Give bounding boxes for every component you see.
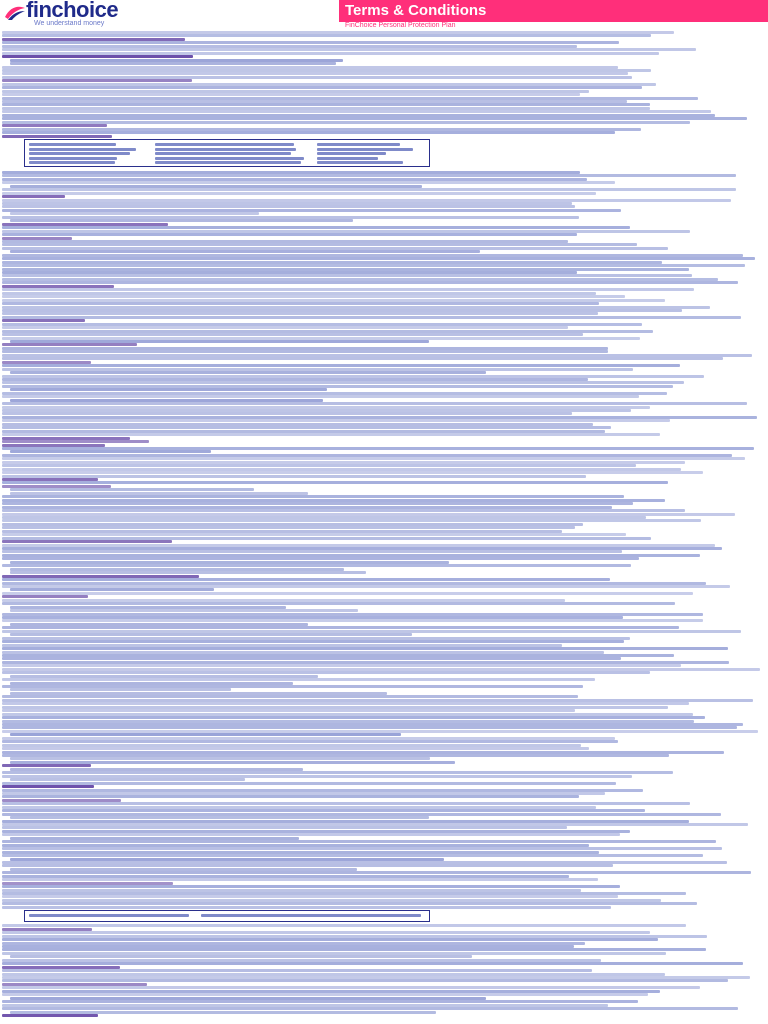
fine-print-line	[2, 986, 700, 989]
table-cell	[201, 914, 421, 917]
fine-print-line	[10, 250, 480, 253]
fine-print-line	[10, 609, 358, 612]
fine-print-line	[2, 124, 107, 127]
fine-print-line	[10, 955, 472, 958]
fine-print-line	[10, 688, 231, 691]
fine-print-line	[2, 93, 580, 96]
fine-print-line	[2, 257, 755, 260]
benefits-table	[24, 139, 430, 167]
fine-print-line	[2, 395, 639, 398]
page-title: Terms & Conditions	[345, 2, 487, 19]
fine-print-line	[2, 364, 680, 367]
fine-print-line	[2, 895, 618, 898]
fine-print-line	[2, 948, 706, 951]
fine-print-line	[2, 72, 628, 75]
fine-print-line	[2, 979, 728, 982]
fine-print-line	[10, 488, 254, 491]
fine-print-line	[2, 457, 745, 460]
table-cell	[29, 161, 115, 164]
fine-print-line	[2, 595, 88, 598]
table-cell	[155, 157, 304, 160]
table-cell	[29, 152, 130, 155]
table-cell	[29, 148, 136, 151]
fine-print-line	[2, 747, 589, 750]
fine-print-line	[10, 757, 430, 760]
table-cell	[29, 143, 116, 146]
finchoice-logo-swoosh-icon	[4, 5, 26, 21]
fine-print-line	[2, 233, 577, 236]
fine-print-line	[2, 902, 697, 905]
fine-print-line	[2, 502, 633, 505]
fine-print-line	[2, 509, 685, 512]
fine-print-line	[2, 678, 595, 681]
fine-print-line	[2, 931, 650, 934]
fine-print-line	[2, 840, 716, 843]
title-banner	[339, 0, 768, 22]
fine-print-line	[2, 695, 578, 698]
fine-print-line	[2, 288, 694, 291]
table-cell	[155, 143, 294, 146]
fine-print-line	[10, 62, 336, 65]
fine-print-line	[2, 117, 747, 120]
fine-print-line	[10, 816, 429, 819]
fine-print-line	[2, 402, 747, 405]
fine-print-line	[2, 962, 743, 965]
fine-print-line	[2, 192, 596, 195]
fine-print-line	[10, 571, 366, 574]
fine-print-line	[2, 702, 689, 705]
fine-print-line	[2, 464, 636, 467]
table-cell	[317, 152, 386, 155]
fine-print-line	[2, 771, 673, 774]
fine-print-line	[2, 357, 723, 360]
fine-print-line	[2, 640, 624, 643]
fine-print-line	[2, 264, 745, 267]
fine-print-line	[2, 764, 91, 767]
fine-print-line	[2, 433, 660, 436]
fine-print-line	[2, 131, 615, 134]
fine-print-line	[2, 592, 693, 595]
fine-print-line	[2, 864, 613, 867]
fine-print-line	[2, 495, 624, 498]
fine-print-line	[2, 333, 583, 336]
fine-print-line	[2, 135, 112, 138]
fine-print-line	[2, 519, 701, 522]
fine-print-line	[2, 709, 575, 712]
fine-print-line	[2, 795, 579, 798]
fine-print-line	[2, 526, 575, 529]
fine-print-line	[2, 564, 631, 567]
fine-print-line	[2, 847, 722, 850]
fine-print-line	[2, 785, 94, 788]
fine-print-line	[2, 854, 703, 857]
fine-print-line	[2, 833, 620, 836]
fine-print-line	[2, 48, 696, 51]
fine-print-line	[10, 733, 401, 736]
fine-print-line	[2, 657, 621, 660]
fine-print-line	[2, 826, 567, 829]
fine-print-line	[2, 664, 681, 667]
brand-tagline: We understand money	[34, 20, 105, 27]
terms-body	[2, 31, 766, 1021]
fine-print-line	[2, 671, 650, 674]
fine-print-line	[2, 626, 679, 629]
fine-print-line	[2, 381, 684, 384]
fine-print-line	[2, 319, 85, 322]
fine-print-line	[2, 550, 622, 553]
fine-print-line	[2, 885, 620, 888]
fine-print-line	[10, 778, 245, 781]
fine-print-line	[2, 726, 737, 729]
fine-print-line	[2, 878, 598, 881]
fine-print-line	[10, 633, 412, 636]
fine-print-line	[2, 969, 592, 972]
fine-print-line	[2, 533, 626, 536]
fine-print-line	[2, 802, 690, 805]
fine-print-line	[2, 782, 616, 785]
fine-print-line	[2, 274, 692, 277]
table-cell	[317, 148, 413, 151]
table-cell	[29, 914, 189, 917]
fine-print-line	[2, 174, 736, 177]
fine-print-line	[2, 350, 608, 353]
fine-print-line	[2, 419, 670, 422]
fine-print-line	[2, 602, 675, 605]
fine-print-line	[2, 316, 741, 319]
fine-print-line	[2, 326, 568, 329]
fine-print-line	[2, 426, 611, 429]
fine-print-line	[10, 212, 259, 215]
fine-print-line	[2, 440, 149, 443]
fine-print-line	[2, 103, 650, 106]
fine-print-line	[2, 412, 572, 415]
table-cell	[317, 161, 403, 164]
fine-print-line	[2, 924, 686, 927]
fine-print-line	[2, 205, 575, 208]
fine-print-line	[2, 343, 137, 346]
fine-print-line	[2, 281, 738, 284]
fine-print-line	[2, 312, 598, 315]
fine-print-line	[10, 450, 211, 453]
fine-print-line	[2, 1000, 638, 1003]
fine-print-line	[2, 619, 703, 622]
fine-print-line	[2, 188, 736, 191]
fine-print-line	[2, 647, 728, 650]
fine-print-line	[2, 716, 705, 719]
fine-print-line	[2, 740, 618, 743]
page-subtitle: FinChoice Personal Protection Plan	[345, 22, 456, 29]
fine-print-line	[2, 540, 172, 543]
fine-print-line	[2, 34, 651, 37]
table-cell	[155, 161, 301, 164]
table-cell	[317, 157, 378, 160]
fine-print-line	[2, 181, 615, 184]
fine-print-line	[2, 86, 642, 89]
fine-print-line	[2, 938, 658, 941]
fine-print-line	[2, 110, 711, 113]
fine-print-line	[2, 295, 625, 298]
fine-print-line	[2, 1007, 738, 1010]
fine-print-line	[2, 578, 610, 581]
fine-print-line	[10, 219, 353, 222]
fine-print-line	[10, 371, 486, 374]
fine-print-line	[2, 1014, 98, 1017]
table-cell	[317, 143, 400, 146]
page-header	[0, 0, 768, 30]
brand-name: finchoice	[26, 0, 119, 22]
fine-print-line	[2, 481, 668, 484]
fine-print-line	[2, 226, 630, 229]
fine-print-line	[2, 302, 599, 305]
fine-print-line	[10, 388, 327, 391]
finchoice-logo	[4, 1, 144, 29]
fine-print-line	[2, 993, 648, 996]
fine-print-line	[2, 557, 639, 560]
table-cell	[155, 152, 291, 155]
table-cell	[155, 148, 296, 151]
fine-print-line	[2, 809, 645, 812]
fine-print-line	[2, 195, 65, 198]
fine-print-line	[10, 588, 214, 591]
fine-print-line	[2, 471, 703, 474]
fine-print-line	[2, 243, 637, 246]
fine-print-line	[2, 55, 193, 58]
fine-print-line	[2, 79, 192, 82]
fine-print-line	[2, 906, 611, 909]
fine-print-line	[2, 41, 619, 44]
table-cell	[29, 157, 117, 160]
contact-table	[24, 910, 430, 922]
fine-print-line	[2, 871, 751, 874]
